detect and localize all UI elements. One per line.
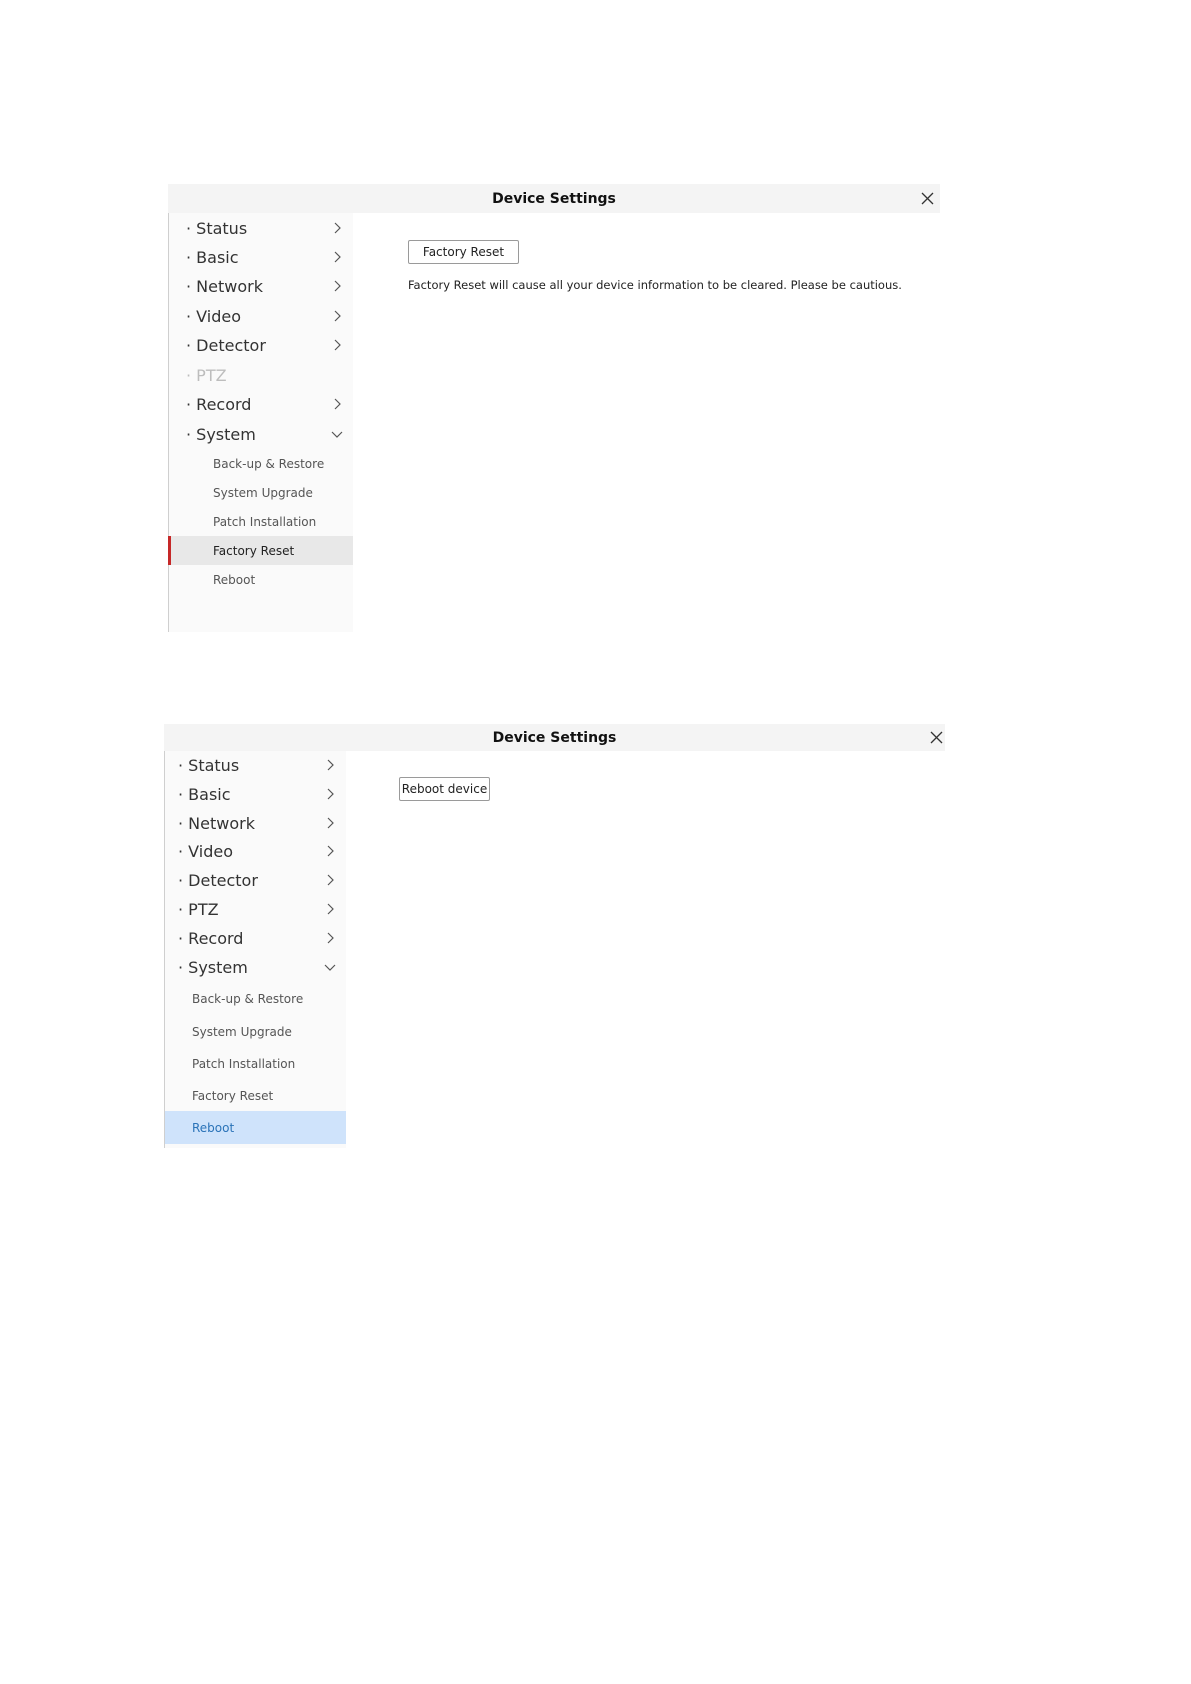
sidebar-item-label: · Network [186, 276, 263, 296]
sidebar-subitem-label: System Upgrade [213, 486, 313, 500]
sidebar-item-label: · System [178, 957, 248, 977]
sidebar-item-label: · Video [178, 841, 233, 861]
sidebar-item-record[interactable] [165, 924, 346, 952]
sidebar-subitem-label: Reboot [213, 573, 256, 587]
settings-sidebar [164, 751, 346, 1148]
sidebar-item-label: · Video [186, 306, 241, 326]
sidebar-subitem-factory-reset[interactable] [165, 1080, 346, 1112]
sidebar-item-ptz [169, 362, 353, 388]
chevron-right-icon [324, 874, 336, 886]
sidebar-item-ptz[interactable] [165, 895, 346, 923]
sidebar-item-record[interactable] [169, 391, 353, 417]
content-area [345, 751, 945, 1148]
sidebar-subitem-patch-installation[interactable] [165, 1048, 346, 1080]
sidebar-item-system[interactable] [169, 421, 353, 447]
sidebar-item-label: · Detector [186, 335, 266, 355]
sidebar-item-label: · PTZ [178, 899, 219, 919]
device-settings-dialog-reboot [164, 724, 945, 1148]
sidebar-item-basic[interactable] [169, 244, 353, 270]
dialog-titlebar [164, 724, 945, 751]
chevron-right-icon [324, 817, 336, 829]
sidebar-item-detector[interactable] [165, 866, 346, 894]
chevron-right-icon [331, 222, 343, 234]
device-settings-dialog-factory-reset [168, 184, 940, 632]
sidebar-item-label: · PTZ [186, 365, 227, 385]
sidebar-item-label: · Detector [178, 870, 258, 890]
sidebar-item-label: · Record [178, 928, 244, 948]
sidebar-item-system[interactable] [165, 953, 346, 981]
sidebar-subitem-factory-reset[interactable] [168, 536, 353, 565]
sidebar-item-basic[interactable] [165, 780, 346, 808]
sidebar-subitem-backup-restore[interactable] [165, 983, 346, 1015]
sidebar-item-detector[interactable] [169, 332, 353, 358]
sidebar-subitem-label: Back-up & Restore [213, 457, 325, 471]
reboot-device-button[interactable]: Reboot device [399, 777, 490, 801]
close-icon[interactable] [927, 728, 945, 746]
sidebar-subitem-patch-installation[interactable] [169, 508, 353, 536]
sidebar-item-network[interactable] [169, 273, 353, 299]
chevron-down-icon [331, 428, 343, 440]
dialog-titlebar [168, 184, 940, 213]
chevron-right-icon [324, 932, 336, 944]
chevron-right-icon [331, 280, 343, 292]
sidebar-subitem-reboot[interactable] [165, 1111, 346, 1144]
chevron-right-icon [331, 398, 343, 410]
sidebar-item-network[interactable] [165, 809, 346, 837]
close-icon[interactable] [918, 189, 936, 207]
factory-reset-button[interactable]: Factory Reset [408, 240, 519, 264]
sidebar-item-status[interactable] [169, 215, 353, 241]
sidebar-subitem-label: Patch Installation [213, 515, 317, 529]
dialog-title: Device Settings [492, 729, 617, 746]
sidebar-subitem-system-upgrade[interactable] [165, 1016, 346, 1048]
sidebar-subitem-label: Patch Installation [192, 1057, 296, 1071]
dialog-title: Device Settings [492, 190, 616, 207]
sidebar-subitem-label: Reboot [192, 1120, 235, 1135]
chevron-right-icon [331, 339, 343, 351]
sidebar-item-label: · Status [178, 755, 240, 775]
chevron-right-icon [331, 310, 343, 322]
sidebar-item-label: · Record [186, 394, 252, 414]
chevron-right-icon [324, 759, 336, 771]
sidebar-item-video[interactable] [169, 303, 353, 329]
sidebar-subitem-label: System Upgrade [192, 1025, 292, 1039]
sidebar-item-label: · Basic [186, 247, 239, 267]
chevron-right-icon [324, 845, 336, 857]
sidebar-item-status[interactable] [165, 751, 346, 779]
sidebar-item-label: · Status [186, 218, 248, 238]
chevron-down-icon [324, 961, 336, 973]
sidebar-subitem-system-upgrade[interactable] [169, 479, 353, 507]
chevron-right-icon [324, 903, 336, 915]
sidebar-subitem-reboot[interactable] [169, 566, 353, 594]
sidebar-item-label: · Basic [178, 784, 231, 804]
sidebar-item-label: · System [186, 424, 256, 444]
factory-reset-warning: Factory Reset will cause all your device information to be cleared. Please be cautious. [408, 278, 902, 292]
content-area [352, 213, 940, 632]
sidebar-subitem-label: Factory Reset [192, 1089, 274, 1103]
sidebar-item-label: · Network [178, 813, 255, 833]
sidebar-item-video[interactable] [165, 837, 346, 865]
chevron-right-icon [324, 788, 336, 800]
chevron-right-icon [331, 251, 343, 263]
settings-sidebar [168, 213, 353, 632]
sidebar-subitem-label: Factory Reset [213, 543, 295, 558]
sidebar-subitem-backup-restore[interactable] [169, 450, 353, 478]
sidebar-subitem-label: Back-up & Restore [192, 992, 304, 1006]
